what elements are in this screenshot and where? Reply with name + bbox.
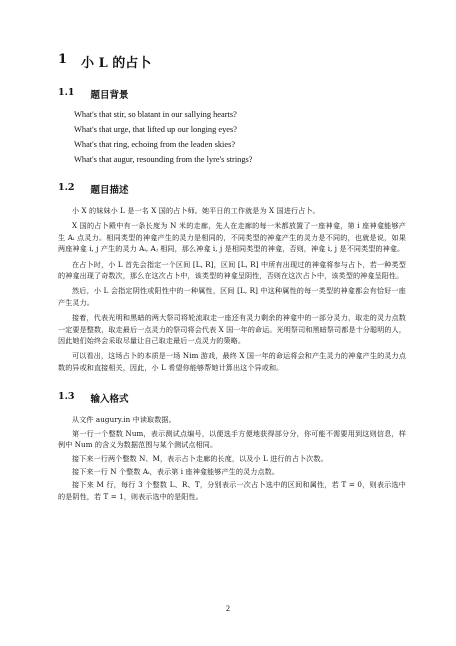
- paragraph: 接着，代表光明和黑暗的两大祭司将轮流取走一座还有灵力剩余的神龛中的一部分灵力，取走的灵力点数一定要是整数，取走最后一点灵力的祭司将会代表 X 国一年的命运。光明祭司和黑暗祭司都是十分聪明的人，因此她们始终会采取尽量让自己取走最后一点灵力的策略。: [58, 313, 406, 346]
- poem-line: What's that augur, resounding from the lyre's strings?: [74, 155, 253, 164]
- paragraph: 接下来一行 N 个整数 Aᵢ，表示第 i 座神龛能够产生的灵力点数。: [72, 466, 280, 476]
- paragraph: 从文件 augury.in 中读取数据。: [72, 415, 176, 425]
- page-number: 2: [226, 604, 230, 613]
- paragraph: 在占卜时，小 L 首先会指定一个区间 [L, R]，区间 [L, R] 中所有出现过的神龛将参与占卜，若一种类型的神龛出现了奇数次，那么在这次占卜中，该类型的神龛呈阴性，否则在这次占卜中，该类型的神龛呈阳性。: [58, 259, 406, 281]
- poem-line: What's that urge, that lifted up our longing eyes?: [74, 125, 237, 134]
- paragraph: 第一行一个整数 Num，表示测试点编号，以便选手方便地获得部分分，你可能不需要用到这则信息，样例中 Num 的含义为数据范围与某个测试点相同。: [58, 428, 406, 450]
- poem-line: What's that stir, so blatant in our sallying hearts?: [74, 110, 237, 119]
- subsection-title: 题目背景: [90, 90, 129, 101]
- paragraph: 接下来一行两个整数 N、M，表示占卜走廊的长度，以及小 L 进行的占卜次数。: [72, 453, 328, 463]
- paragraph: 小 X 的妹妹小 L 是一名 X 国的占卜师。她平日的工作就是为 X 国进行占卜。: [72, 206, 320, 215]
- section-title: 小 L 的占卜: [81, 56, 152, 71]
- subsection-number: 1.1: [58, 87, 75, 98]
- subsection-heading-description: [58, 182, 406, 196]
- paragraph: 然后，小 L 会指定阴性或阳性中的一种属性，区间 [L, R] 中这种属性的每一类型的神龛都会有恰好一座产生灵力。: [58, 286, 406, 307]
- section-number: 1: [58, 52, 68, 67]
- section-heading: [58, 52, 406, 71]
- subsection-heading-input: [58, 391, 406, 405]
- poem: [74, 110, 406, 164]
- subsection-heading-background: [58, 87, 406, 101]
- subsection-number: 1.2: [58, 182, 75, 193]
- paragraph: 可以看出，这场占卜的本质是一场 Nim 游戏，最终 X 国一年的命运将会和产生灵力的神龛产生的灵力点数的异或和直接相关，因此，小 L 希望你能够帮她计算出这个异或和。: [58, 351, 406, 372]
- subsection-title: 输入格式: [90, 394, 129, 406]
- paragraph: X 国的占卜殿中有一条长度为 N 米的走廊，先人在走廊的每一米都放置了一座神龛，第 i 座神龛能够产生 Aᵢ 点灵力。相同类型的神龛产生的灵力是相同的，不同类型的神龛产生的灵力是不同的，也就是说，如果两座神龛 i, j 产生的灵力 Aᵢ, Aⱼ 相同，那么神龛 i, j 是相同类型的神龛，否则，神龛 i, j 是不同类型的神龛。: [58, 221, 406, 254]
- subsection-number: 1.3: [58, 391, 75, 403]
- paragraph: 接下来 M 行，每行 3 个整数 L、R、T，分别表示一次占卜选中的区间和属性，若 T = 0，则表示选中的是阴性，若 T = 1，则表示选中的是阳性。: [58, 480, 406, 501]
- subsection-title: 题目描述: [90, 185, 129, 196]
- poem-line: What's that ring, echoing from the leaden skies?: [74, 140, 236, 149]
